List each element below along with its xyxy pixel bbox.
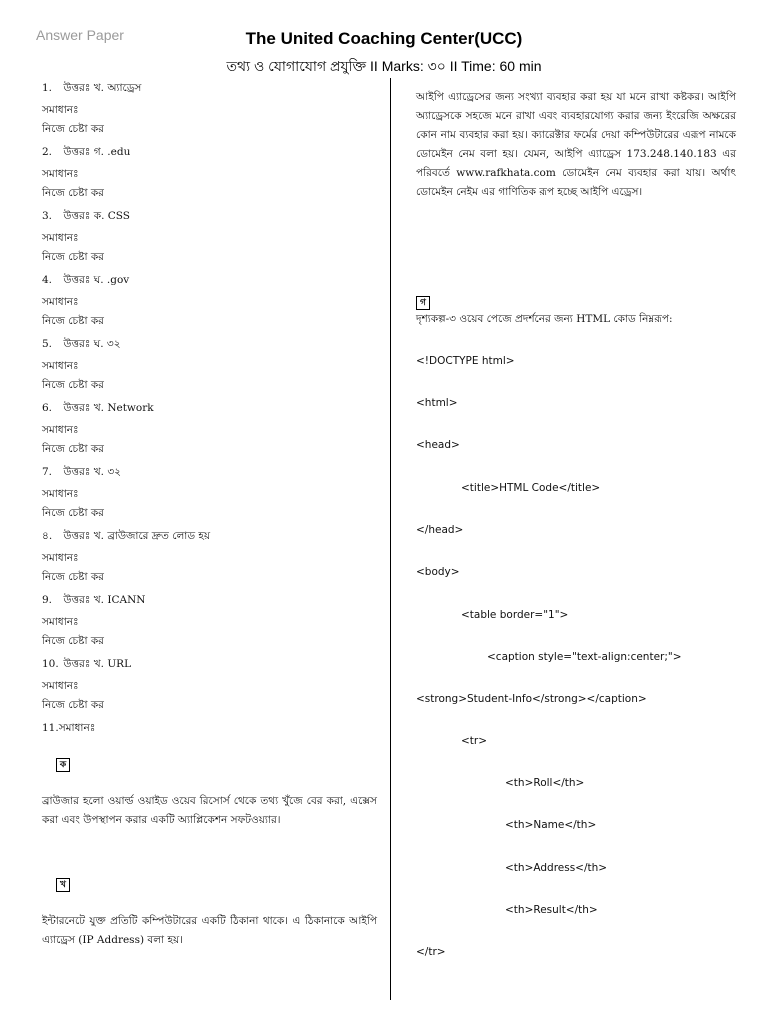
answer-text: উত্তরঃ খ. URL bbox=[63, 658, 132, 670]
answer-number: 10. bbox=[42, 658, 59, 670]
code-line: <strong>Student-Info</strong></caption> bbox=[416, 693, 647, 705]
code-line: <th>Roll</th> bbox=[505, 777, 585, 789]
scenario-text: দৃশ্যকল্প-৩ ওয়েব পেজে প্রদর্শনের জন্য HTML কোড নিম্নরূপ: bbox=[416, 313, 673, 325]
try-label: নিজে চেষ্টা কর bbox=[42, 699, 104, 711]
code-line: <th>Result</th> bbox=[505, 904, 598, 916]
solution-label: সমাধানঃ bbox=[42, 616, 79, 628]
code-line: <table border="1"> bbox=[461, 609, 569, 621]
answer-text: উত্তরঃ ক. CSS bbox=[63, 210, 131, 222]
page-title: The United Coaching Center(UCC) bbox=[245, 29, 523, 48]
code-line: <th>Name</th> bbox=[505, 819, 597, 831]
answer-item-8 bbox=[42, 528, 377, 592]
answer-text: উত্তরঃ খ. অ্যাড্রেস bbox=[63, 82, 142, 94]
answer-text: উত্তরঃ খ. ৩২ bbox=[63, 466, 121, 478]
q11-solution-label: 11.সমাধানঃ bbox=[42, 722, 96, 734]
answer-number: 1. bbox=[42, 82, 53, 94]
answer-item-2 bbox=[42, 144, 377, 208]
answer-number: 2. bbox=[42, 146, 53, 158]
try-label: নিজে চেষ্টা কর bbox=[42, 507, 104, 519]
answer-number: 4. bbox=[42, 274, 53, 286]
answer-text: উত্তরঃ ঘ. .gov bbox=[63, 274, 130, 286]
code-line: <body> bbox=[416, 566, 460, 578]
answer-number: 6. bbox=[42, 402, 53, 414]
code-line: <title>HTML Code</title> bbox=[461, 482, 601, 494]
solution-label: সমাধানঃ bbox=[42, 552, 79, 564]
solution-label: সমাধানঃ bbox=[42, 232, 79, 244]
try-label: নিজে চেষ্টা কর bbox=[42, 187, 104, 199]
solution-label: সমাধানঃ bbox=[42, 680, 79, 692]
answer-number: 5. bbox=[42, 338, 53, 350]
try-label: নিজে চেষ্টা কর bbox=[42, 123, 104, 135]
watermark: Answer Paper bbox=[36, 27, 124, 43]
answer-number: 3. bbox=[42, 210, 53, 222]
try-label: নিজে চেষ্টা কর bbox=[42, 635, 104, 647]
part-ga-mark: গ bbox=[416, 296, 430, 310]
answer-text: উত্তরঃ ঘ. ৩২ bbox=[63, 338, 121, 350]
code-line: <tr> bbox=[461, 735, 488, 747]
part-kha-mark: খ bbox=[56, 878, 70, 892]
answer-text: উত্তরঃ খ. ICANN bbox=[63, 594, 146, 606]
page-subtitle: তথ্য ও যোগাযোগ প্রযুক্তি II Marks: ৩০ II Time: 60 min bbox=[226, 58, 542, 74]
code-line: <caption style="text-align:center;"> bbox=[487, 651, 682, 663]
answer-number: 9. bbox=[42, 594, 53, 606]
left-column bbox=[42, 80, 377, 950]
answer-number: 7. bbox=[42, 466, 53, 478]
solution-label: সমাধানঃ bbox=[42, 360, 79, 372]
try-label: নিজে চেষ্টা কর bbox=[42, 315, 104, 327]
answer-text: উত্তরঃ গ. .edu bbox=[63, 146, 131, 158]
solution-label: সমাধানঃ bbox=[42, 488, 79, 500]
answer-text: উত্তরঃ খ. ব্রাউজারে দ্রুত লোড হয় bbox=[63, 530, 211, 542]
para-kha: ইন্টারনেটে যুক্ত প্রতিটি কম্পিউটারের একটি ঠিকানা থাকে। এ ঠিকানাকে আইপি এ্যাড্রেস (IP Address) বলা হয়। bbox=[42, 915, 377, 946]
solution-label: সমাধানঃ bbox=[42, 296, 79, 308]
answer-item-5 bbox=[42, 336, 377, 400]
answer-item-6 bbox=[42, 400, 377, 464]
para-ka: ব্রাউজার হলো ওয়ার্ল্ড ওয়াইড ওয়েব রিসোর্স থেকে তথ্য খুঁজে বের করা, এক্সেস করা এবং উপস্থাপন করার একটি অ্যাপ্লিকেশন সফটওয়্যার। bbox=[42, 795, 377, 826]
column-divider bbox=[390, 78, 391, 1000]
answer-item-4 bbox=[42, 272, 377, 336]
try-label: নিজে চেষ্টা কর bbox=[42, 379, 104, 391]
answer-number: ৪. bbox=[42, 530, 53, 542]
try-label: নিজে চেষ্টা কর bbox=[42, 443, 104, 455]
part-ka-mark: ক bbox=[56, 758, 70, 772]
code-line: <html> bbox=[416, 397, 458, 409]
answer-text: উত্তরঃ খ. Network bbox=[63, 402, 154, 414]
code-line: <head> bbox=[416, 439, 460, 451]
code-line: <!DOCTYPE html> bbox=[416, 355, 515, 367]
try-label: নিজে চেষ্টা কর bbox=[42, 251, 104, 263]
right-column bbox=[416, 88, 736, 202]
solution-label: সমাধানঃ bbox=[42, 168, 79, 180]
answer-item-10 bbox=[42, 656, 377, 720]
para-domain-name: আইপি এ্যাড্রেসের জন্য সংখ্যা ব্যবহার করা হয় যা মনে রাখা কষ্টকর। আইপি অ্যাড্রেসকে সহজে মনে রাখা এবং ব্যবহারযোগ্য করার জন্য ইংরেজি অক্ষরের কোন নাম ব্যবহার করা হয়। ক্যারেক্টার ফর্মের দেয়া কম্পিউটারের এরূপ নামকে ডোমেইন নেম বলা হয়। যেমন, আইপি এ্যাড্রেস 173.248.140.183 এর পরিবর্তে www.rafkhata.com ডোমেইন নেম ব্যবহার করা যায়। অর্থাৎ ডোমেইন নেইম এর গাণিতিক রূপ হচ্ছে আইপি এড্রেস। bbox=[416, 91, 736, 198]
answer-item-1 bbox=[42, 80, 377, 144]
answer-item-9 bbox=[42, 592, 377, 656]
solution-label: সমাধানঃ bbox=[42, 424, 79, 436]
solution-label: সমাধানঃ bbox=[42, 104, 79, 116]
answer-item-7 bbox=[42, 464, 377, 528]
answer-item-3 bbox=[42, 208, 377, 272]
code-line: </tr> bbox=[416, 946, 446, 958]
try-label: নিজে চেষ্টা কর bbox=[42, 571, 104, 583]
code-line: <th>Address</th> bbox=[505, 862, 608, 874]
code-line: </head> bbox=[416, 524, 464, 536]
